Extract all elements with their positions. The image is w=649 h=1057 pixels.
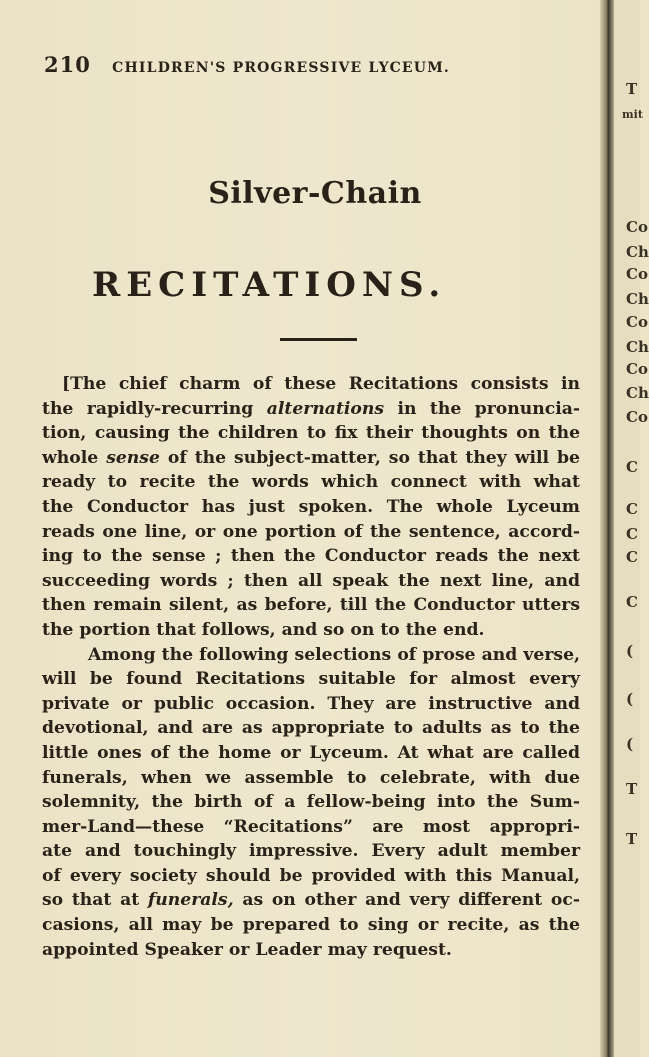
body-text — [42, 372, 580, 962]
text-run: the Conductor has just spoken. The whole Lyceum — [42, 496, 580, 517]
text-run: [The chief charm of these Recitations consists in — [62, 374, 580, 394]
italic-run: sense — [106, 447, 160, 468]
text-run: then remain silent, as before, till the Conductor utters — [42, 595, 580, 616]
text-line — [42, 495, 580, 520]
text-line — [42, 741, 580, 766]
text-line — [42, 397, 580, 422]
text-line — [42, 815, 580, 840]
text-line — [42, 716, 580, 741]
adjacent-page-fragment: Ch — [626, 384, 649, 402]
text-run: of the subject-matter, so that they will be — [159, 447, 580, 468]
adjacent-page-fragment: T — [626, 830, 638, 848]
text-line — [42, 643, 580, 668]
title-line-1: Silver-Chain — [208, 176, 422, 211]
text-run: tion, causing the children to fix their thoughts on the — [42, 423, 580, 444]
adjacent-page-fragment: T — [626, 780, 638, 798]
text-line — [42, 372, 580, 397]
adjacent-page-fragment: C — [626, 525, 638, 543]
text-run: devotional, and are as appropriate to adults as to the — [42, 718, 580, 739]
text-run: succeeding words ; then all speak the next line, and — [42, 570, 580, 591]
text-line — [42, 421, 580, 446]
text-run: the portion that follows, and so on to the end. — [42, 619, 485, 640]
text-line — [42, 790, 580, 815]
text-run: little ones of the home or Lyceum. At what are called — [42, 742, 580, 763]
text-line — [42, 446, 580, 471]
text-line — [42, 888, 580, 913]
text-run: ate and touchingly impressive. Every adult member — [42, 841, 580, 862]
adjacent-page-fragment: ( — [626, 690, 634, 708]
italic-run: funerals, — [147, 890, 234, 911]
text-run: ing to the sense ; then the Conductor reads the next — [42, 546, 580, 567]
text-run: in the pronuncia- — [384, 398, 580, 419]
text-line — [42, 593, 580, 618]
text-line — [42, 692, 580, 717]
adjacent-page-fragment: mit — [622, 108, 643, 121]
adjacent-page-fragment: Co — [626, 360, 648, 378]
text-run: so that at — [42, 890, 148, 911]
adjacent-page-fragment: Co — [626, 218, 648, 236]
text-run: Among the following selections of prose and verse, — [88, 644, 580, 665]
text-run: will be found Recitations suitable for almost every — [42, 669, 580, 690]
text-line — [42, 839, 580, 864]
text-line — [42, 938, 580, 963]
book-gutter — [600, 0, 614, 1057]
text-line — [42, 569, 580, 594]
adjacent-page-edge — [614, 0, 649, 1057]
adjacent-page-fragment: ( — [626, 735, 634, 753]
text-run: solemnity, the birth of a fellow-being into the Sum- — [42, 792, 580, 813]
title-rule — [280, 338, 357, 341]
text-line — [42, 544, 580, 569]
text-run: appointed Speaker or Leader may request. — [42, 939, 452, 960]
adjacent-page-fragment: ( — [626, 642, 634, 660]
text-run: of every society should be provided with this Manual, — [42, 865, 580, 886]
title-line-2: RECITATIONS. — [92, 265, 447, 305]
text-run: ready to recite the words which connect with what — [42, 472, 580, 493]
paragraph-1 — [42, 372, 580, 643]
text-line — [42, 667, 580, 692]
adjacent-page-fragment: Ch — [626, 290, 649, 308]
running-header — [44, 52, 574, 77]
adjacent-page-fragment: T — [626, 80, 638, 98]
paragraph-2 — [42, 643, 580, 963]
adjacent-page-fragment: C — [626, 500, 638, 518]
text-line — [42, 864, 580, 889]
text-line — [42, 618, 580, 643]
text-line — [42, 913, 580, 938]
adjacent-page-fragment: Ch — [626, 243, 649, 261]
text-run: whole — [42, 447, 107, 468]
page-number: 210 — [44, 52, 91, 77]
adjacent-page-fragment: Co — [626, 408, 648, 426]
adjacent-page-fragment: Ch — [626, 338, 649, 356]
italic-run: alternations — [266, 398, 385, 419]
text-run: the rapidly-recurring — [42, 398, 267, 419]
text-run: reads one line, or one portion of the sentence, accord- — [42, 521, 580, 542]
text-run: funerals, when we assemble to celebrate, with due — [42, 767, 580, 788]
running-title: CHILDREN'S PROGRESSIVE LYCEUM. — [112, 60, 450, 76]
text-line — [42, 766, 580, 791]
text-run: mer-Land—these “Recitations” are most appropri- — [42, 816, 580, 837]
text-line — [42, 470, 580, 495]
adjacent-page-fragment: Co — [626, 313, 648, 331]
adjacent-page-fragment: C — [626, 548, 638, 566]
adjacent-page-fragment: Co — [626, 265, 648, 283]
adjacent-page-fragment: C — [626, 593, 638, 611]
text-run: as on other and very different oc- — [233, 890, 580, 911]
text-run: casions, all may be prepared to sing or recite, as the — [42, 915, 580, 936]
adjacent-page-fragment: C — [626, 458, 638, 476]
text-run: private or public occasion. They are instructive and — [42, 693, 580, 714]
text-line — [42, 520, 580, 545]
